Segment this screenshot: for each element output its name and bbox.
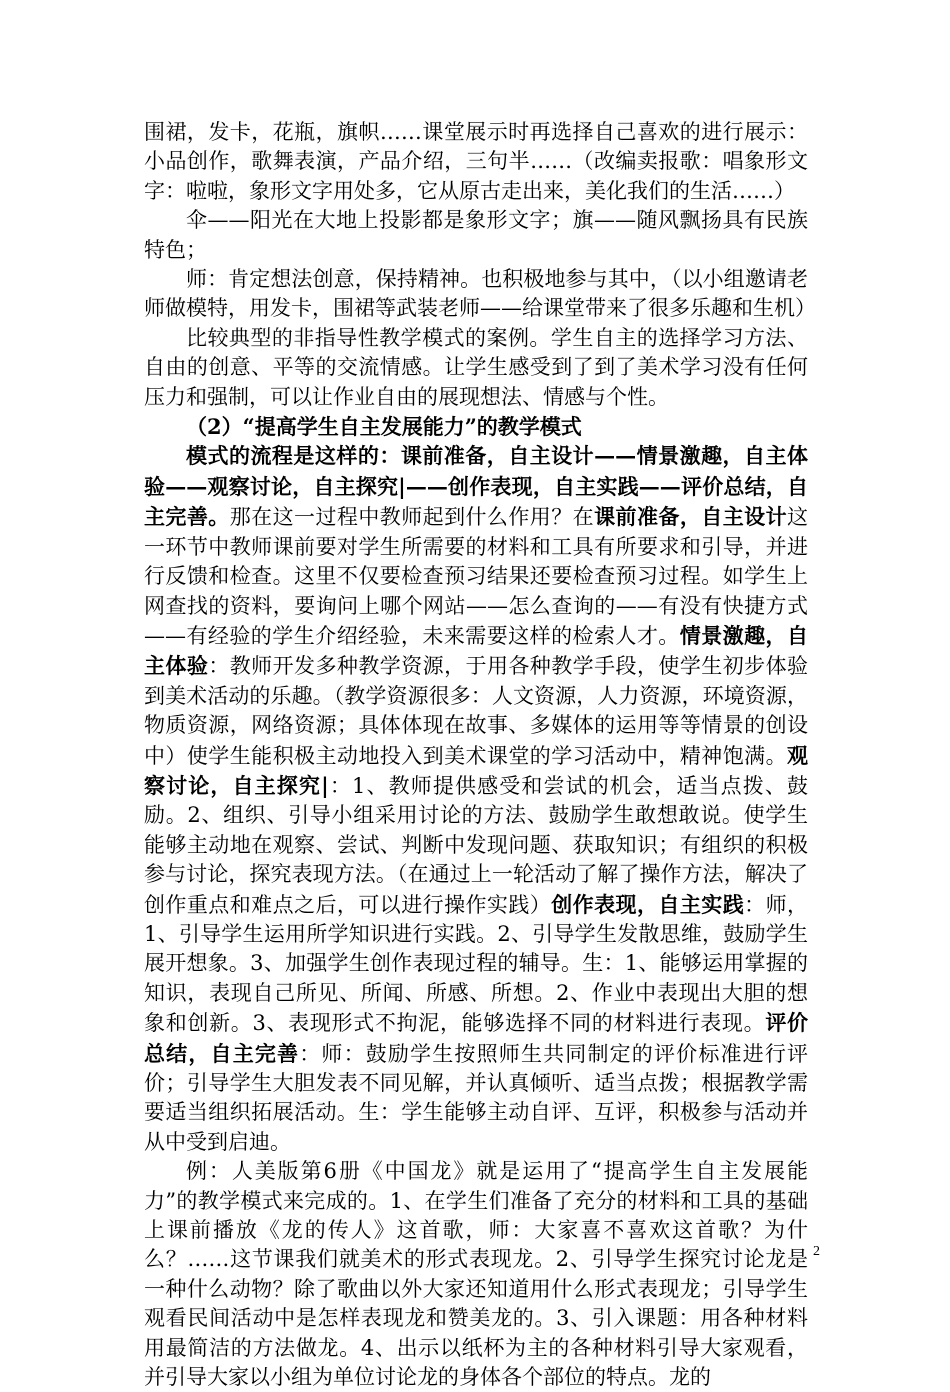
bold-stage-explore: 观察讨论，自主探究| [144, 742, 808, 798]
page-number: 2 [813, 1244, 820, 1259]
document-body [144, 118, 816, 1392]
bold-stage-practice: 创作表现，自主实践 [551, 891, 745, 917]
bold-stage-experience: 情景激趣，自主体验 [144, 622, 809, 679]
bold-flow-summary: 模式的流程是这样的：课前准备，自主设计——情景激趣，自主体验——观察讨论，自主探究|——创作表现，自主实践——评价总结，自主完善。 [144, 443, 808, 530]
section-heading: （2）“提高学生自主发展能力”的教学模式 [186, 414, 582, 440]
text-segment: ：师，1、引导学生运用所学知识进行实践。2、引导学生发散思维，鼓励学生展开想象。3、加强学生创作表现过程的辅导。生：1、能够运用掌握的知识，表现自己所见、所闻、所感、所想。2、作业中表现出大胆的想象和创新。3、表现形式不拘泥，能够选择不同的材料进行表现。 [144, 892, 809, 1036]
paragraph-1: 围裙，发卡，花瓶，旗帜……课堂展示时再选择自己喜欢的进行展示：小品创作，歌舞表演，产品介绍，三句半……（改编卖报歌：唱象形文字：啦啦，象形文字用处多，它从原古走出来，美化我们的生活……） [144, 120, 808, 203]
paragraph-6: 例：人美版第6册《中国龙》就是运用了“提高学生自主发展能力”的教学模式来完成的。1、在学生们准备了充分的材料和工具的基础上课前播放《龙的传人》这首歌，师：大家喜不喜欢这首歌？为什么？……这节课我们就美术的形式表现龙。2、引导学生探究讨论龙是一种什么动物？除了歌曲以外大家还知道用什么形式表现龙；引导学生观看民间活动中是怎样表现龙和赞美龙的。3、引入课题：用各种材料用最简洁的方法做龙。4、出示以纸杯为主的各种材料引导大家观看，并引导大家以小组为单位讨论龙的身体各个部位的特点。龙的 [144, 1159, 808, 1390]
bold-stage-evaluate: 评价总结，自主完善 [144, 1010, 809, 1066]
text-segment: ：1、教师提供感受和尝试的机会，适当点拨、鼓励。2、组织、引导小组采用讨论的方法、鼓励学生敢想敢说。使学生能够主动地在观察、尝试、判断中发现问题、获取知识；有组织的积极参与讨论，探究表现方法。（在通过上一轮活动了解了操作方法，解决了创作重点和难点之后，可以进行操作实践） [144, 773, 809, 917]
paragraph-4: 比较典型的非指导性教学模式的案例。学生自主的选择学习方法、自由的创意、平等的交流情感。让学生感受到了到了美术学习没有任何压力和强制，可以让作业自由的展现想法、情感与个性。 [144, 325, 808, 409]
paragraph-2: 伞——阳光在大地上投影都是象形文字；旗——随风飘扬具有民族特色； [144, 208, 808, 262]
text-segment: 这一环节中教师课前要对学生所需要的材料和工具有所要求和引导，并进行反馈和检查。这里不仅要检查预习结果还要检查预习过程。如学生上网查找的资料，要询问上哪个网站——怎么查询的——有没有快捷方式——有经验的学生介绍经验，未来需要这样的检索人才。 [144, 505, 809, 648]
bold-stage-prepare: 课前准备，自主设计 [594, 504, 788, 530]
text-segment: ：教师开发多种教学资源，于用各种教学手段，使学生初步体验到美术活动的乐趣。（教学资源很多：人文资源，人力资源，环境资源，物质资源，网络资源；具体体现在故事、多媒体的运用等等情景的创设中）使学生能积极主动地投入到美术课堂的学习活动中，精神饱满。 [144, 654, 809, 768]
paragraph-3: 师：肯定想法创意，保持精神。也积极地参与其中，（以小组邀请老师做模特，用发卡，围裙等武装老师——给课堂带来了很多乐趣和生机） [144, 267, 816, 321]
paragraph-5 [144, 441, 808, 1157]
text-segment: ：师：鼓励学生按照师生共同制定的评价标准进行评价；引导学生大胆发表不同见解，并认真倾听、适当点拨；根据教学需要适当组织拓展活动。生：学生能够主动自评、互评，积极参与活动并从中受到启迪。 [144, 1041, 809, 1154]
text-segment: 那在这一过程中教师起到什么作用？在 [229, 505, 595, 530]
